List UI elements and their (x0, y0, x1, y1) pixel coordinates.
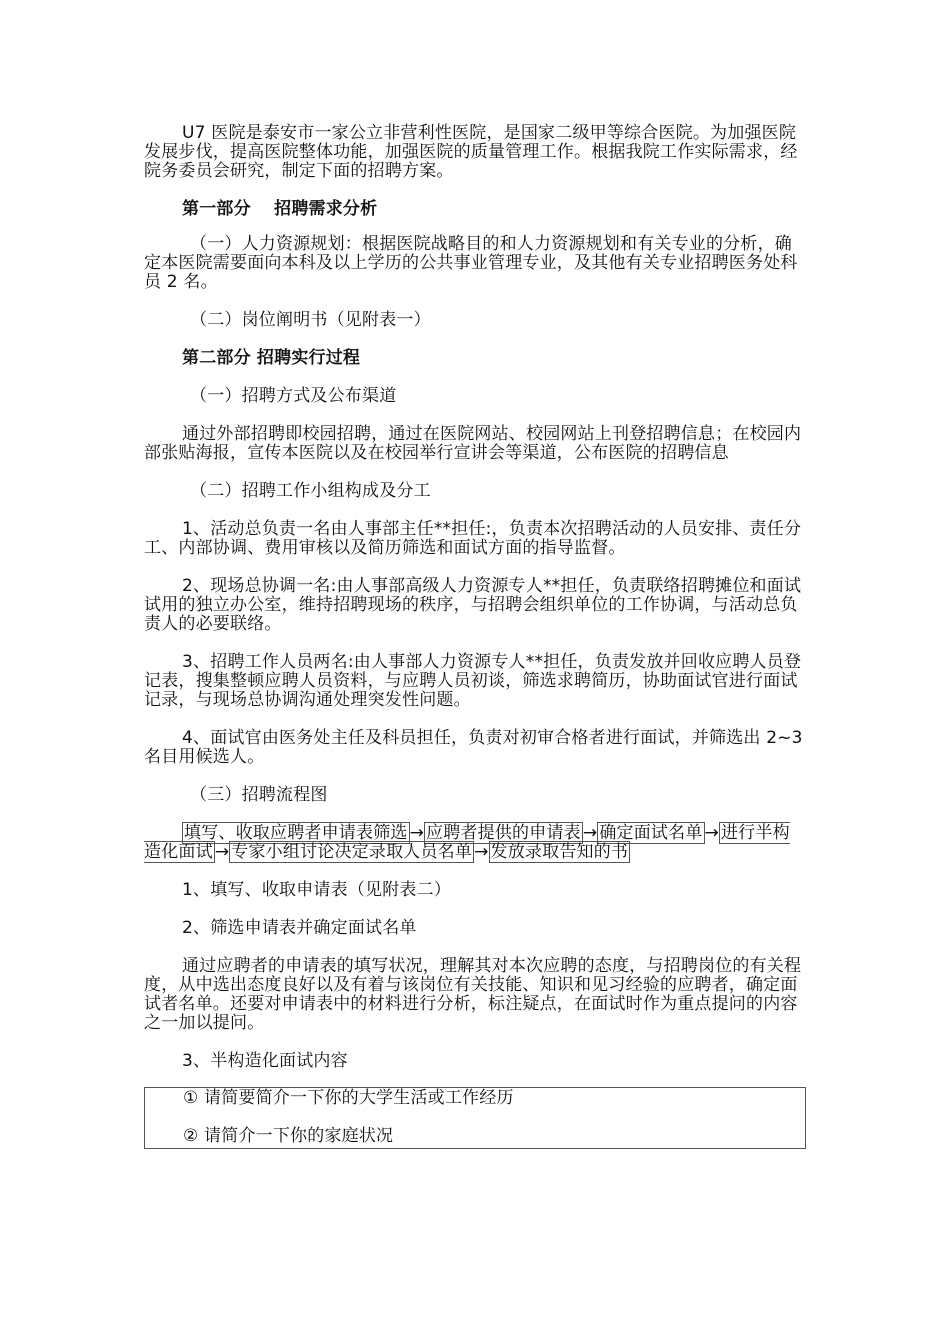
step3-line: 3、半构造化面试内容 (182, 1051, 348, 1071)
flow-arrow: → (582, 823, 598, 843)
team-title: （二）招聘工作小组构成及分工 (190, 481, 431, 501)
team-item: 4、面试官由医务处主任及科员担任，负责对初审合格者进行面试，并筛选出 2~3 名目用候选人。 (144, 728, 803, 767)
recruitment-flowchart (144, 824, 806, 862)
flow-arrow: → (409, 823, 425, 843)
interview-question: ① 请简要简介一下你的大学生活或工作经历 (183, 1088, 514, 1108)
step2-paragraph: 通过应聘者的申请表的填写状况，理解其对本次应聘的态度，与招聘岗位的有关程度，从中选出态度良好以及有着与该岗位有关技能、知识和见习经验的应聘者，确定面试者名单。还要对申请表中的材料进行分析，标注疑点，在面试时作为重点提问的内容之一加以提问。 (144, 956, 802, 1033)
intro-paragraph: U7 医院是泰安市一家公立非营利性医院，是国家二级甲等综合医院。为加强医院发展步伐，提高医院整体功能，加强医院的质量管理工作。根据我院工作实际需求，经院务委员会研究，制定下面的招聘方案。 (144, 123, 798, 181)
flow-title: （三）招聘流程图 (190, 785, 328, 805)
flow-step: 填写、收取应聘者申请表筛选 (184, 823, 408, 843)
interview-questions-table (144, 1087, 806, 1149)
team-item: 2、现场总协调一名:由人事部高级人力资源专人**担任，负责联络招聘摊位和面试试用的独立办公室，维持招聘现场的秩序，与招聘会组织单位的工作协调，与活动总负责人的必要联络。 (144, 576, 802, 634)
step1-line: 1、填写、收取申请表（见附表二） (182, 880, 452, 900)
team-item: 3、招聘工作人员两名:由人事部人力资源专人**担任，负责发放并回收应聘人员登记表，搜集整顿应聘人员资料，与应聘人员初谈，筛选求聘简历，协助面试官进行面试记录，与现场总协调沟通处理突发性问题。 (144, 652, 802, 710)
methods-title: （一）招聘方式及公布渠道 (190, 386, 397, 406)
flow-arrow: → (214, 842, 230, 862)
flow-arrow: → (474, 842, 489, 862)
interview-question: ② 请简介一下你的家庭状况 (183, 1126, 394, 1146)
flow-arrow: → (704, 823, 719, 843)
document-body (144, 124, 806, 1149)
flow-step: 应聘者提供的申请表 (426, 823, 581, 843)
methods-paragraph: 通过外部招聘即校园招聘，通过在医院网站、校园网站上刊登招聘信息；在校园内部张贴海报，宣传本医院以及在校园举行宣讲会等渠道，公布医院的招聘信息 (144, 424, 802, 463)
job-description-line: （二）岗位阐明书（见附表一） (190, 310, 431, 330)
step2-line: 2、筛选申请表并确定面试名单 (182, 918, 417, 938)
part1-heading: 第一部分 招聘需求分析 (182, 199, 378, 219)
hr-planning-paragraph: （一）人力资源规划：根据医院战略目的和人力资源规划和有关专业的分析，确定本医院需要面向本科及以上学历的公共事业管理专业，及其他有关专业招聘医务处科员 2 名。 (144, 234, 798, 292)
flow-step: 进行半构造化面试 (144, 823, 790, 862)
part2-heading: 第二部分 招聘实行过程 (182, 348, 361, 368)
team-item: 1、活动总负责一名由人事部主任**担任:，负责本次招聘活动的人员安排、责任分工、内部协调、费用审核以及简历筛选和面试方面的指导监督。 (144, 519, 802, 558)
flow-step: 专家小组讨论决定录取人员名单 (231, 842, 473, 862)
flow-step: 发放录取告知的书 (490, 842, 629, 862)
flow-step: 确定面试名单 (599, 823, 703, 843)
